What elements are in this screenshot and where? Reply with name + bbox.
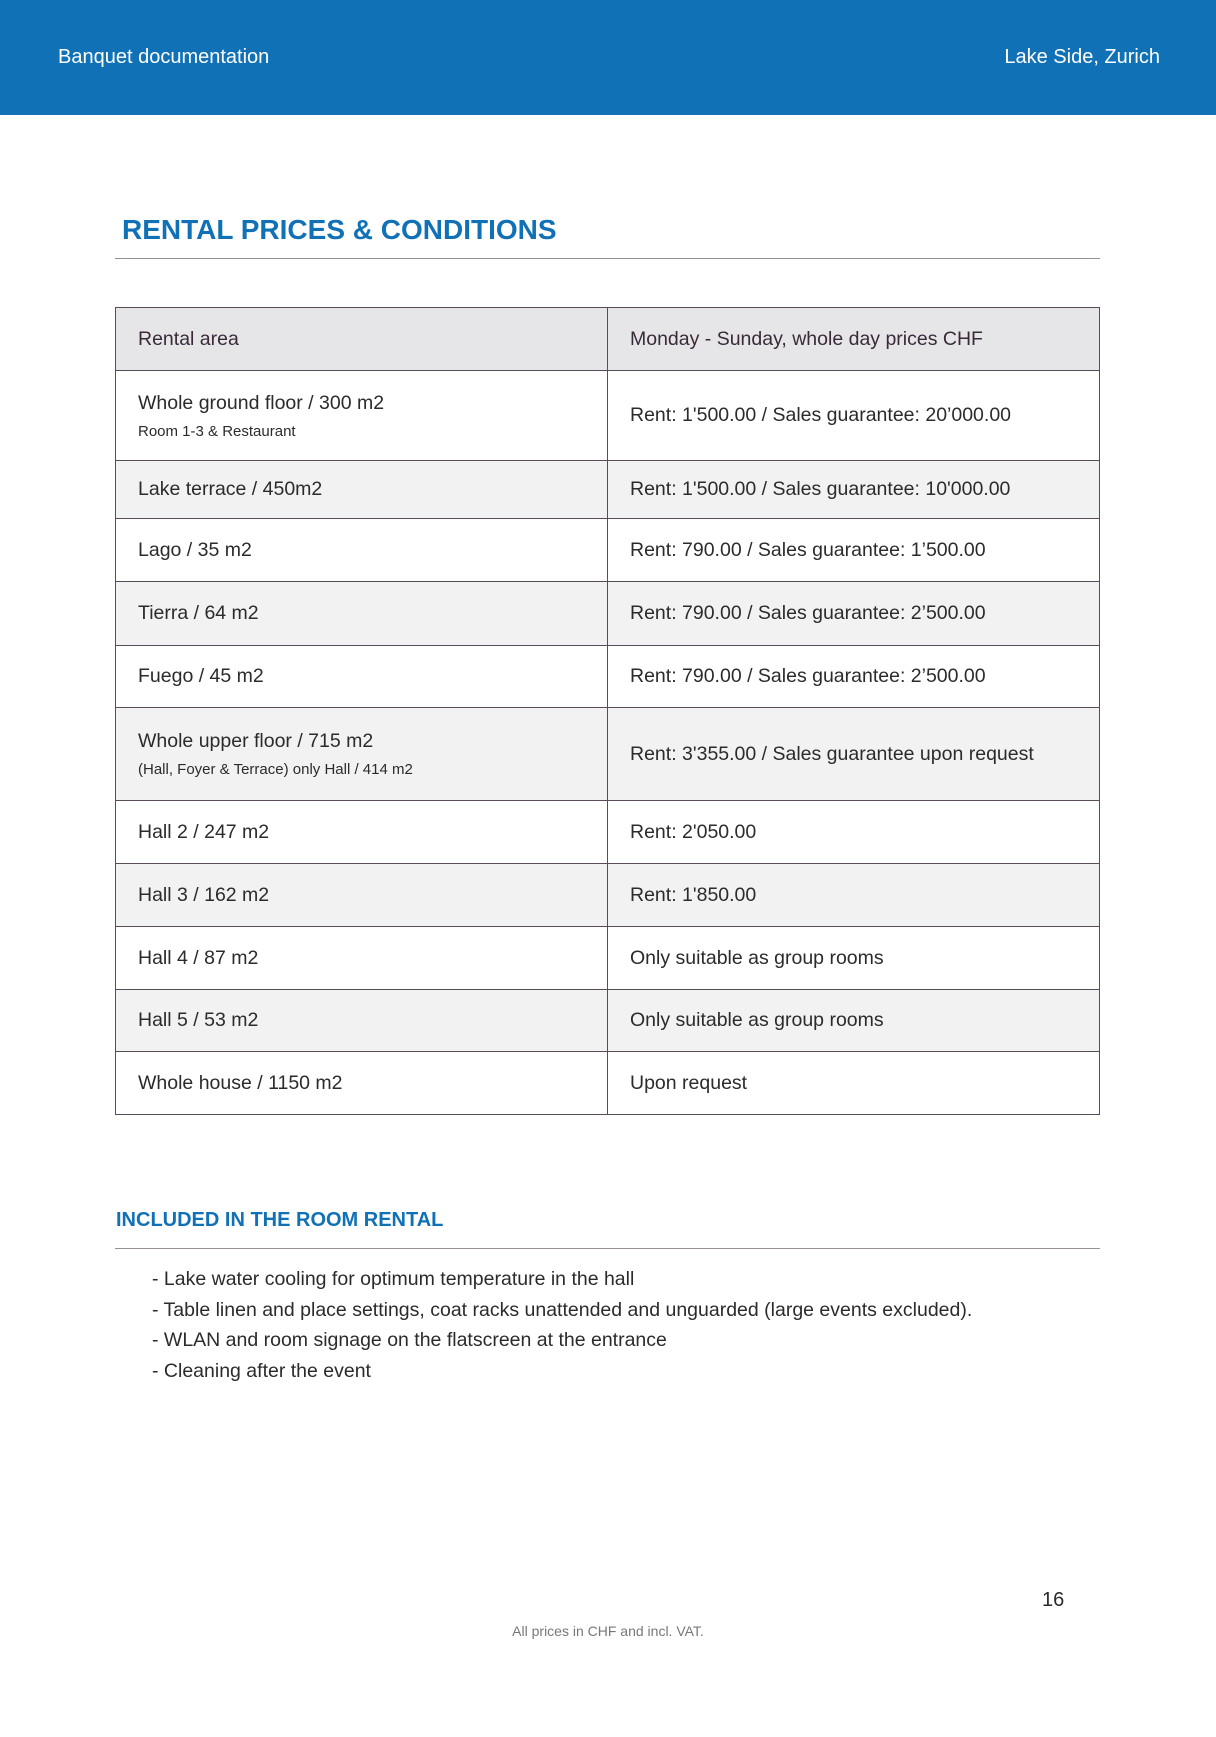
table-row — [116, 646, 1100, 708]
list-item: - Table linen and place settings, coat racks unattended and unguarded (large events excluded). — [152, 1298, 973, 1321]
rental-area: Hall 5 / 53 m2 — [138, 1009, 259, 1031]
included-section-title: INCLUDED IN THE ROOM RENTAL — [116, 1209, 444, 1231]
rental-area-cell — [116, 864, 608, 927]
price-cell: Upon request — [608, 1052, 1100, 1115]
rental-area-cell — [116, 646, 608, 708]
rental-area: Whole ground floor / 300 m2 — [138, 391, 385, 414]
table-row — [116, 519, 1100, 582]
list-item: - Lake water cooling for optimum temperature in the hall — [152, 1268, 635, 1290]
table-row — [116, 461, 1100, 519]
table-row — [116, 927, 1100, 990]
rental-area-cell — [116, 519, 608, 582]
rental-area-note: Room 1-3 & Restaurant — [138, 422, 296, 440]
rental-area: Lago / 35 m2 — [138, 538, 252, 561]
included-divider — [115, 1248, 1100, 1249]
rental-area-cell — [116, 461, 608, 519]
list-item: - Cleaning after the event — [152, 1359, 371, 1382]
table-row — [116, 371, 1100, 461]
rental-area-cell — [116, 801, 608, 864]
column-header-area: Rental area — [116, 308, 608, 371]
price-cell: Rent: 1'500.00 / Sales guarantee: 20’000.00 — [608, 371, 1100, 461]
table-row — [116, 1052, 1100, 1115]
page-header — [0, 0, 1216, 115]
column-header-price: Monday - Sunday, whole day prices CHF — [608, 308, 1100, 371]
rental-area-cell — [116, 582, 608, 646]
list-item: - WLAN and room signage on the flatscreen at the entrance — [152, 1329, 667, 1352]
rental-area: Hall 2 / 247 m2 — [138, 820, 270, 843]
table-row — [116, 708, 1100, 801]
rental-area: Fuego / 45 m2 — [138, 665, 264, 687]
table-row — [116, 801, 1100, 864]
rental-area: Whole house / 1150 m2 — [138, 1071, 343, 1094]
rental-area: Hall 3 / 162 m2 — [138, 883, 270, 906]
table-row — [116, 582, 1100, 646]
price-cell: Rent: 2'050.00 — [608, 801, 1100, 864]
rental-area-cell — [116, 371, 608, 461]
rental-area-cell — [116, 990, 608, 1052]
table-row — [116, 990, 1100, 1052]
price-cell: Rent: 1'850.00 — [608, 864, 1100, 927]
price-cell: Rent: 3'355.00 / Sales guarantee upon request — [608, 708, 1100, 801]
rental-area-cell — [116, 708, 608, 801]
price-cell: Rent: 1'500.00 / Sales guarantee: 10'000.00 — [608, 461, 1100, 519]
table-row — [116, 864, 1100, 927]
included-list — [152, 1268, 972, 1390]
rental-area-cell — [116, 1052, 608, 1115]
table-header-row — [116, 308, 1100, 371]
page-number: 16 — [1042, 1589, 1065, 1611]
footer-note: All prices in CHF and incl. VAT. — [512, 1623, 704, 1639]
header-doc-title: Banquet documentation — [58, 46, 270, 68]
rental-area-cell — [116, 927, 608, 990]
rental-area: Lake terrace / 450m2 — [138, 478, 323, 500]
rental-area: Hall 4 / 87 m2 — [138, 946, 259, 969]
price-cell: Only suitable as group rooms — [608, 990, 1100, 1052]
header-location: Lake Side, Zurich — [1004, 46, 1160, 68]
price-cell: Rent: 790.00 / Sales guarantee: 1’500.00 — [608, 519, 1100, 582]
page-title: RENTAL PRICES & CONDITIONS — [122, 214, 557, 245]
rental-area-note: (Hall, Foyer & Terrace) only Hall / 414 m2 — [138, 761, 413, 778]
title-divider — [115, 258, 1100, 259]
rental-area: Whole upper floor / 715 m2 — [138, 730, 374, 752]
rental-area: Tierra / 64 m2 — [138, 602, 259, 624]
price-cell: Rent: 790.00 / Sales guarantee: 2’500.00 — [608, 582, 1100, 646]
price-cell: Only suitable as group rooms — [608, 927, 1100, 990]
rental-prices-table — [115, 307, 1100, 1115]
price-cell: Rent: 790.00 / Sales guarantee: 2’500.00 — [608, 646, 1100, 708]
